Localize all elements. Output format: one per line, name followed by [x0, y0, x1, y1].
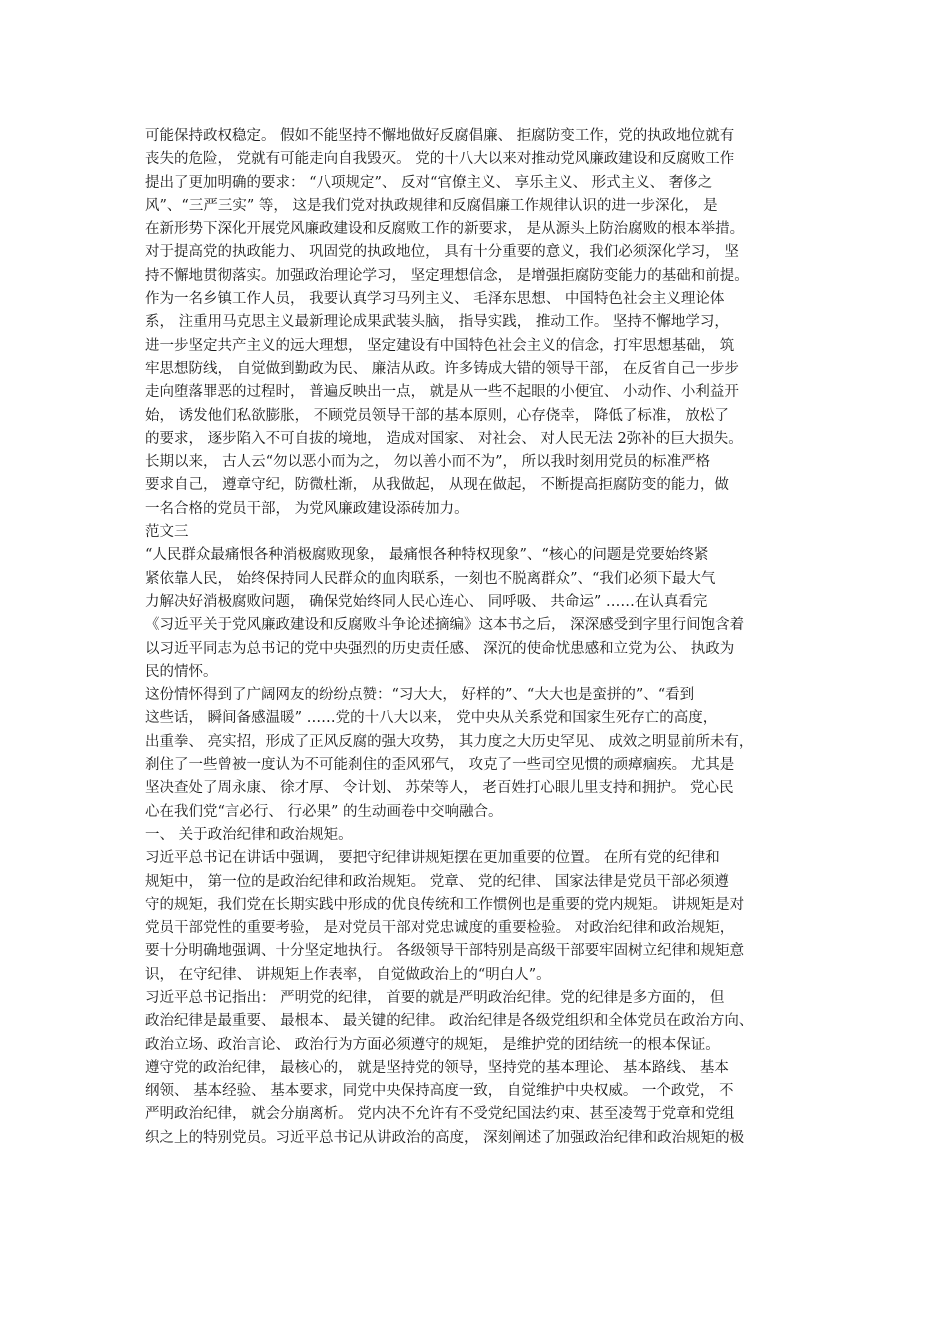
text-line: 可能保持政权稳定。 假如不能坚持不懈地做好反腐倡廉、 拒腐防变工作，党的执政地位就有	[145, 128, 735, 144]
text-line: 织之上的特别党员。习近平总书记从讲政治的高度， 深刻阐述了加强政治纪律和政治规矩的极	[145, 1129, 745, 1146]
text-line: 作为一名乡镇工作人员， 我要认真学习马列主义、 毛泽东思想、 中国特色社会主义理论体	[145, 291, 725, 308]
text-line: 党员干部党性的重要考验， 是对党员干部对党忠诚度的重要检验。 对政治纪律和政治规矩，	[145, 920, 735, 937]
text-line: 在新形势下深化开展党风廉政建设和反腐败工作的新要求， 是从源头上防治腐败的根本举措。	[145, 221, 745, 238]
text-line: 风”、“三严三实” 等， 这是我们党对执政规律和反腐倡廉工作规律认识的进一步深化， 是	[145, 197, 718, 214]
text-line: 出重拳、 亮实招，形成了正风反腐的强大攻势， 其力度之大历史罕见、 成效之明显前所未有，	[145, 733, 754, 750]
text-line: 心在我们党“言必行、 行必果” 的生动画卷中交响融合。	[145, 803, 503, 820]
text-line: 要十分明确地强调、十分坚定地执行。 各级领导干部特别是高级干部要牢固树立纪律和规矩意	[145, 943, 745, 960]
text-line: 牢思想防线， 自觉做到勤政为民、 廉洁从政。许多铸成大错的领导干部， 在反省自己一步步	[145, 360, 739, 377]
text-line: 紧依靠人民， 始终保持同人民群众的血肉联系，一刻也不脱离群众”、“我们必须下最大气	[145, 570, 716, 587]
section-heading: 范文三	[145, 524, 189, 541]
text-line: 持不懈地贯彻落实。加强政治理论学习， 坚定理想信念， 是增强拒腐防变能力的基础和前提。	[145, 267, 749, 284]
text-line: 要求自己， 遵章守纪，防微杜渐， 从我做起， 从现在做起， 不断提高拒腐防变的能力，做	[145, 477, 729, 494]
text-line: 以习近平同志为总书记的党中央强烈的历史责任感、 深沉的使命忧患感和立党为公、 执政为	[145, 640, 735, 657]
text-line: 政治立场、政治言论、 政治行为方面必须遵守的规矩， 是维护党的团结统一的根本保证。	[145, 1036, 720, 1053]
text-line: 民的情怀。	[145, 663, 218, 680]
section-heading: 一、 关于政治纪律和政治规矩。	[145, 826, 353, 843]
text-line: “人民群众最痛恨各种消极腐败现象， 最痛恨各种特权现象”、“核心的问题是党要始终紧	[145, 547, 709, 564]
text-line: 的要求， 逐步陷入不可自拔的境地， 造成对国家、 对社会、 对人民无法 2弥补的巨大损失。	[145, 430, 743, 447]
text-line: 严明政治纪律， 就会分崩离析。 党内决不允许有不受党纪国法约束、甚至凌驾于党章和党组	[145, 1106, 735, 1123]
text-line: 进一步坚定共产主义的远大理想， 坚定建设有中国特色社会主义的信念，打牢思想基础， 筑	[145, 337, 735, 354]
text-line: 对于提高党的执政能力、 巩固党的执政地位， 具有十分重要的意义，我们必须深化学习， 坚	[145, 244, 739, 261]
text-line: 始， 诱发他们私欲膨胀， 不顾党员领导干部的基本原则，心存侥幸， 降低了标准， 放松了	[145, 407, 729, 424]
text-line: 一名合格的党员干部， 为党风廉政建设添砖加力。	[145, 500, 469, 517]
text-line: 纲领、 基本经验、 基本要求，同党中央保持高度一致， 自觉维护中央权威。 一个政党， 不	[145, 1083, 734, 1100]
text-line: 这份情怀得到了广阔网友的纷纷点赞：“习大大， 好样的”、“大大也是蛮拼的”、“看到	[145, 687, 695, 704]
text-line: 坚决查处了周永康、 徐才厚、 令计划、 苏荣等人， 老百姓打心眼儿里支持和拥护。 党心民	[145, 780, 734, 797]
text-line: 政治纪律是最重要、 最根本、 最关键的纪律。 政治纪律是各级党组织和全体党员在政治方向、	[145, 1013, 754, 1030]
text-line: 遵守党的政治纪律， 最核心的， 就是坚持党的领导，坚持党的基本理论、 基本路线、 基本	[145, 1059, 729, 1076]
text-line: 力解决好消极腐败问题， 确保党始终同人民心连心、 同呼吸、 共命运” ……在认真看完	[145, 593, 708, 610]
text-line: 丧失的危险， 党就有可能走向自我毁灭。 党的十八大以来对推动党风廉政建设和反腐败工作	[145, 151, 735, 168]
text-line: 规矩中， 第一位的是政治纪律和政治规矩。 党章、 党的纪律、 国家法律是党员干部必须遵	[145, 873, 729, 890]
text-line: 系， 注重用马克思主义最新理论成果武装头脑， 指导实践， 推动工作。 坚持不懈地学习，	[145, 314, 729, 331]
text-line: 守的规矩，我们党在长期实践中形成的优良传统和工作惯例也是重要的党内规矩。 讲规矩是对	[145, 896, 745, 913]
text-line: 《习近平关于党风廉政建设和反腐败斗争论述摘编》这本书之后， 深深感受到字里行间饱含着	[145, 617, 745, 634]
text-line: 走向堕落罪恶的过程时， 普遍反映出一点， 就是从一些不起眼的小便宜、 小动作、小利益开	[145, 384, 739, 401]
text-line: 识， 在守纪律、 讲规矩上作表率， 自觉做政治上的“明白人”。	[145, 966, 551, 983]
text-line: 习近平总书记指出： 严明党的纪律， 首要的就是严明政治纪律。党的纪律是多方面的， 但	[145, 989, 725, 1006]
text-line: 这些话， 瞬间备感温暖” ……党的十八大以来， 党中央从关系党和国家生死存亡的高度，	[145, 710, 718, 727]
text-line: 提出了更加明确的要求： “八项规定”、 反对“官僚主义、 享乐主义、 形式主义、 奢侈之	[145, 174, 713, 191]
document-body	[145, 125, 817, 1150]
text-line: 长期以来， 古人云“勿以恶小而为之， 勿以善小而不为”， 所以我时刻用党员的标准严格	[145, 454, 711, 471]
text-line: 刹住了一些曾被一度认为不可能刹住的歪风邪气， 攻克了一些司空见惯的顽瘴痼疾。 尤其是	[145, 757, 735, 774]
text-line: 习近平总书记在讲话中强调， 要把守纪律讲规矩摆在更加重要的位置。 在所有党的纪律和	[145, 850, 720, 867]
